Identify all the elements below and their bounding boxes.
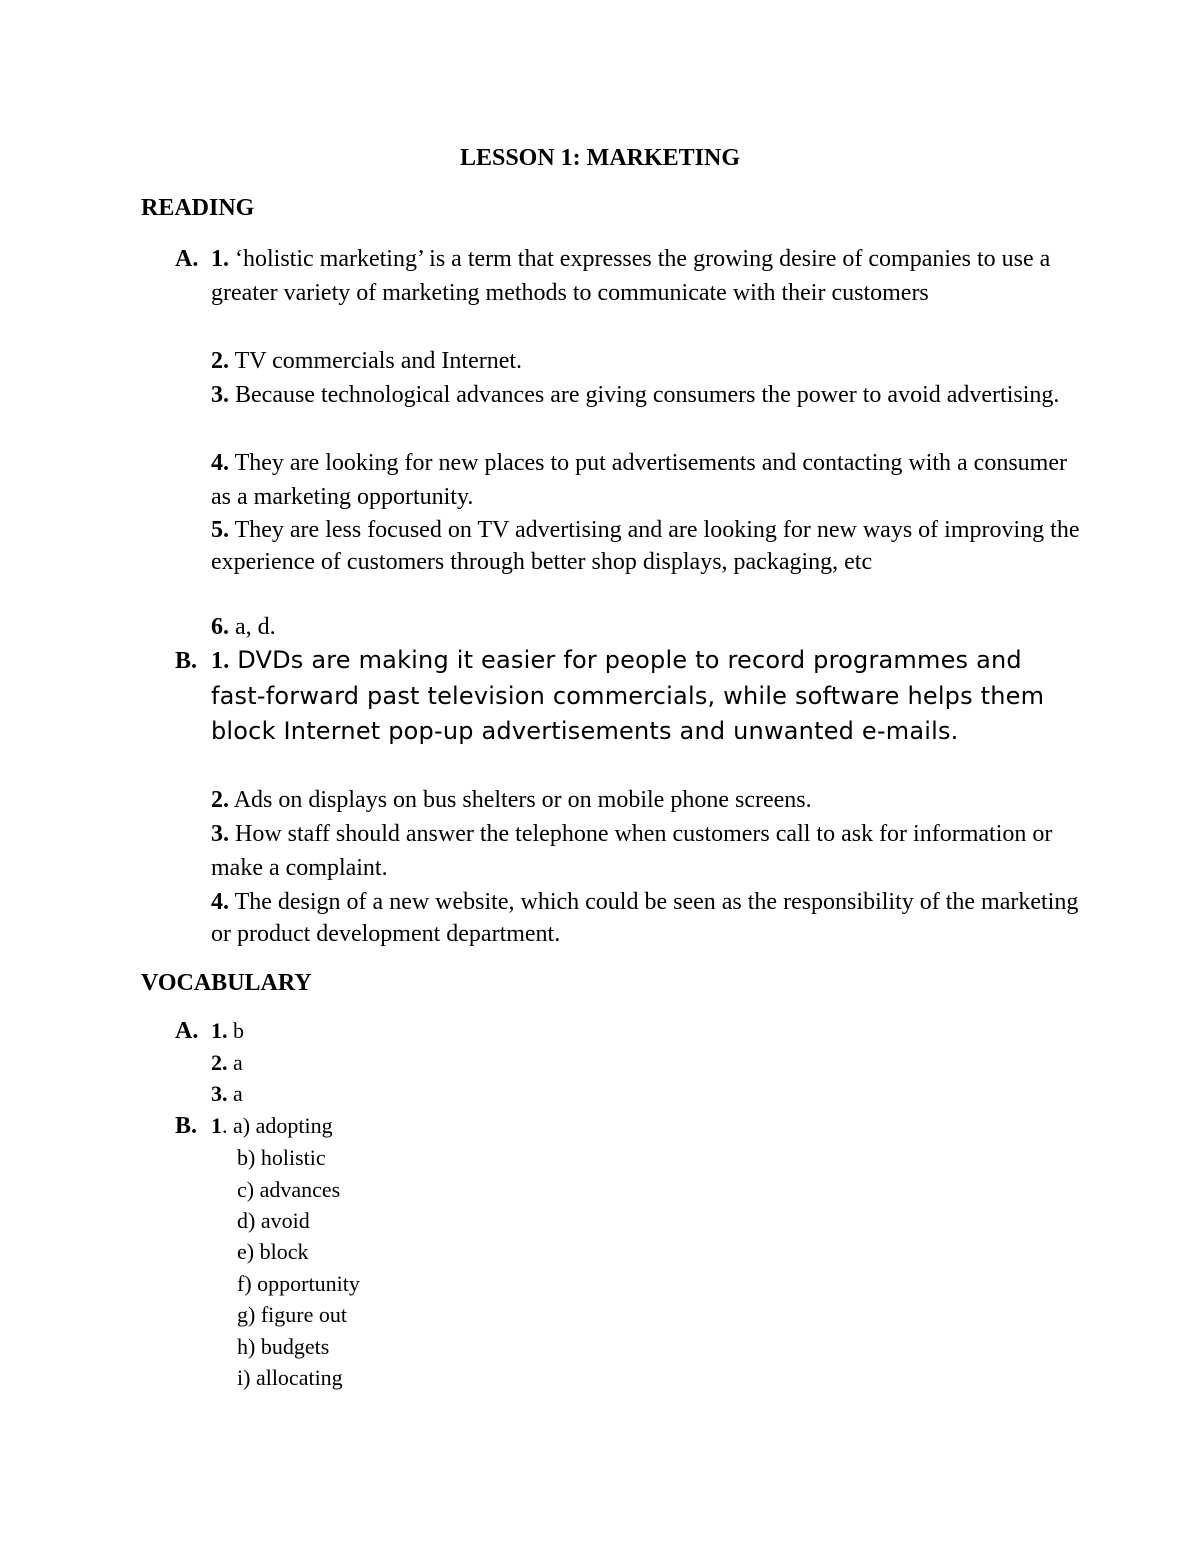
- page-title: LESSON 1: MARKETING: [459, 145, 741, 171]
- item-number: 6.: [211, 614, 229, 640]
- item-number: 2.: [211, 1050, 228, 1075]
- vocab-b-sub-c: c) advances: [237, 1177, 341, 1202]
- item-text: a: [233, 1081, 243, 1106]
- item-text: They are less focused on TV advertising and are looking for new ways of improving the experience of customers through better shop displays, packaging, etc: [211, 517, 1080, 575]
- item-text: TV commercials and Internet.: [234, 348, 523, 374]
- vocab-a-item-3: [211, 1079, 243, 1109]
- vocab-b-sub-g: g) figure out: [237, 1302, 347, 1327]
- reading-heading: READING: [141, 195, 255, 221]
- reading-section-a-label: A.: [175, 246, 199, 272]
- vocab-b-sub-f: f) opportunity: [237, 1271, 360, 1296]
- item-number: 4.: [211, 889, 229, 915]
- vocab-b-sub-h: h) budgets: [237, 1334, 330, 1359]
- item-text: a) adopting: [233, 1113, 333, 1138]
- item-text: The design of a new website, which could be seen as the responsibility of the marketing or product development department.: [211, 889, 1079, 947]
- vocabulary-heading: VOCABULARY: [141, 970, 312, 996]
- vocab-b-sub-b: b) holistic: [237, 1145, 326, 1170]
- item-number: 1.: [211, 648, 230, 674]
- vocab-b-sub-d: d) avoid: [237, 1208, 310, 1233]
- reading-a-item-5: [211, 514, 1081, 578]
- item-number: 1.: [211, 246, 229, 272]
- item-number: 3.: [211, 1081, 228, 1106]
- vocab-b-sub-e: e) block: [237, 1239, 309, 1264]
- item-text: Because technological advances are giving consumers the power to avoid advertising.: [235, 382, 1060, 408]
- item-text: ‘holistic marketing’ is a term that expresses the growing desire of companies to use a greater variety of marketing methods to communicate with their customers: [211, 246, 1051, 306]
- item-number: 2.: [211, 787, 229, 813]
- reading-a-item-4: [211, 446, 1081, 514]
- reading-b-item-4: [211, 886, 1081, 950]
- vocabulary-section-b-label: B.: [175, 1113, 198, 1139]
- item-text: How staff should answer the telephone when customers call to ask for information or make a complaint.: [211, 821, 1053, 881]
- vocab-a-item-2: [211, 1048, 243, 1078]
- reading-b-item-1: [211, 643, 1081, 749]
- reading-a-item-2: [211, 344, 1081, 378]
- item-text: DVDs are making it easier for people to record programmes and fast-forward past television commercials, while software helps them block Internet pop-up advertisements and unwanted e-mails.: [211, 646, 1045, 745]
- vocab-a-item-1: [211, 1016, 244, 1046]
- reading-a-item-1: [211, 242, 1081, 310]
- item-text: They are looking for new places to put advertisements and contacting with a consumer as a marketing opportunity.: [211, 450, 1067, 510]
- reading-b-item-2: [211, 783, 1081, 817]
- vocab-b-item-1: 1. a) adopting: [211, 1113, 333, 1138]
- item-text: a, d.: [235, 614, 276, 640]
- item-number: 1: [211, 1113, 222, 1138]
- reading-b-item-3: [211, 817, 1081, 885]
- item-text: Ads on displays on bus shelters or on mobile phone screens.: [233, 787, 812, 813]
- item-text: a: [233, 1050, 243, 1075]
- item-text: b: [233, 1018, 244, 1043]
- item-number: 3.: [211, 821, 229, 847]
- reading-section-b-label: B.: [175, 648, 198, 674]
- item-number: 3.: [211, 382, 229, 408]
- item-number: 2.: [211, 348, 229, 374]
- item-number: 1.: [211, 1018, 228, 1043]
- reading-a-item-6: [211, 610, 1081, 644]
- item-number: 4.: [211, 450, 229, 476]
- vocabulary-section-a-label: A.: [175, 1018, 199, 1044]
- vocab-b-sub-i: i) allocating: [237, 1365, 343, 1390]
- item-number: 5.: [211, 517, 229, 543]
- reading-a-item-3: [211, 378, 1081, 412]
